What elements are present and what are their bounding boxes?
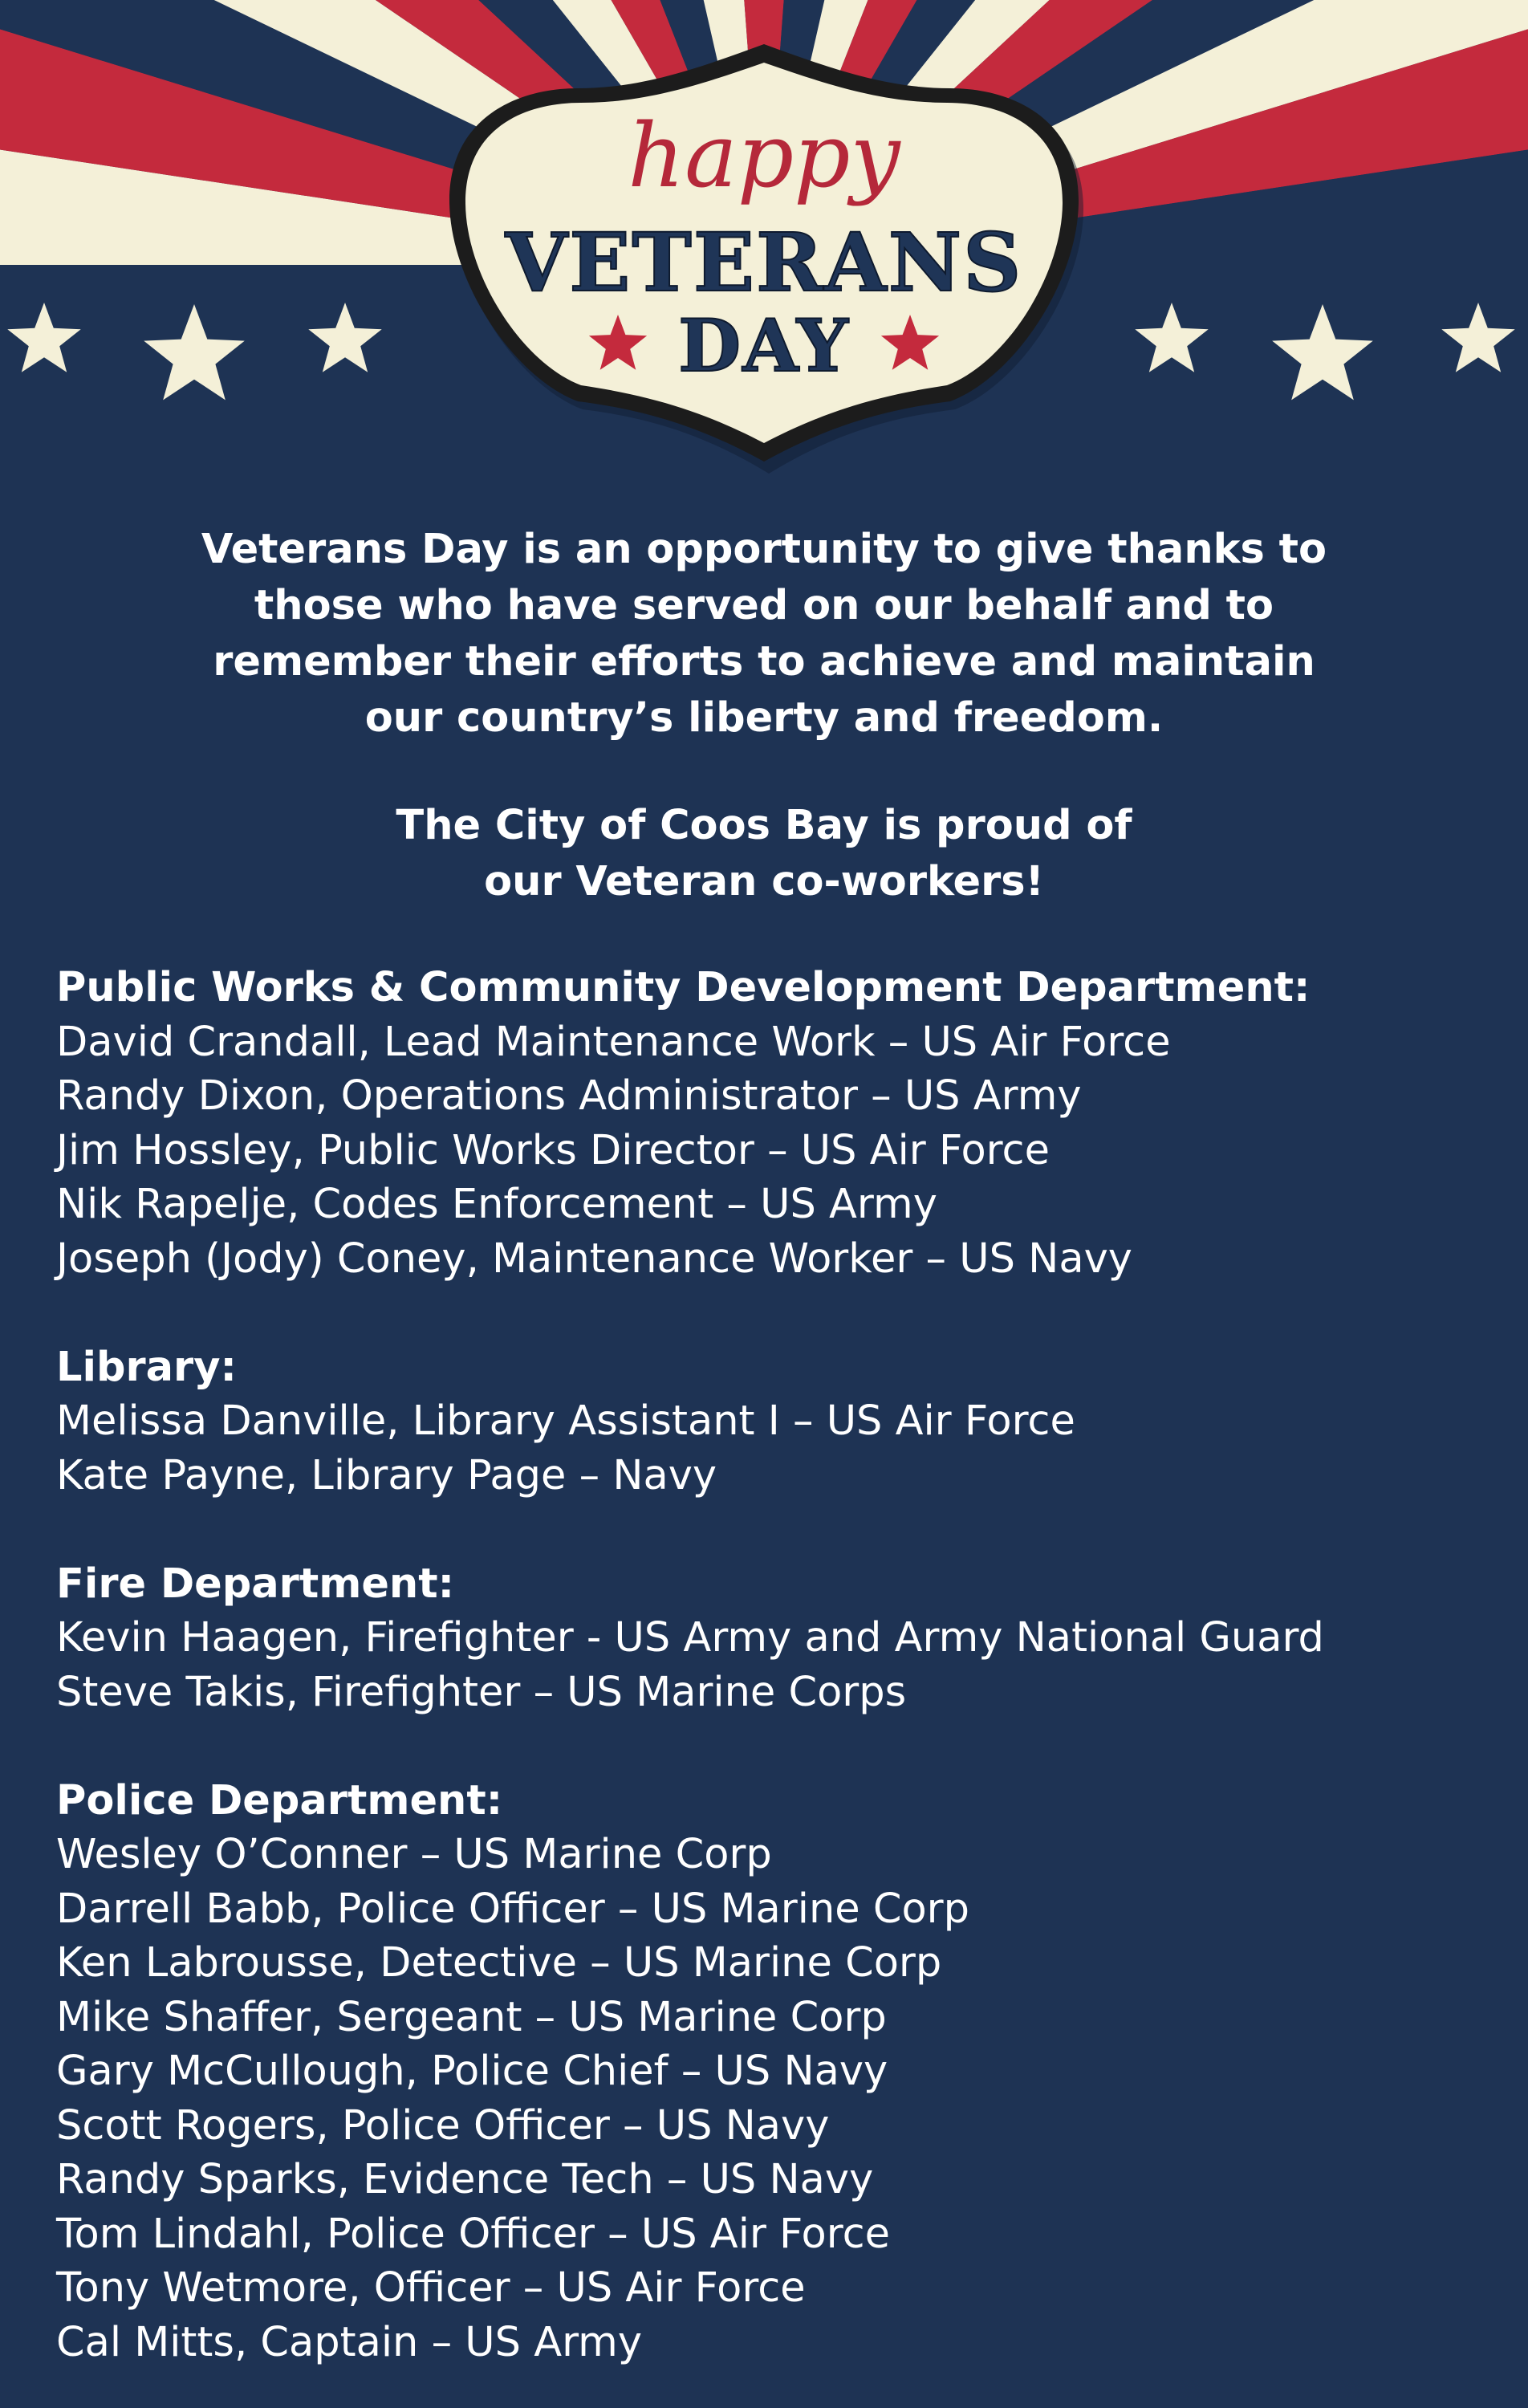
- intro-line: our country’s liberty and freedom.: [364, 694, 1164, 742]
- member-line: Melissa Danville, Library Assistant I – US Air Force: [56, 1397, 1075, 1445]
- member-line: Joseph (Jody) Coney, Maintenance Worker – US Navy: [56, 1235, 1132, 1283]
- member-line: Tony Wetmore, Officer – US Air Force: [56, 2264, 806, 2312]
- member-line: Mike Shaffer, Sergeant – US Marine Corp: [56, 1993, 887, 2041]
- department-heading: Fire Department:: [56, 1560, 455, 1608]
- proud-line: The City of Coos Bay is proud of: [396, 802, 1132, 849]
- department-public-works: [56, 961, 1501, 1286]
- veterans-title-text: VETERANS: [505, 215, 1023, 310]
- day-title-text: DAY: [678, 303, 850, 388]
- member-line: Steve Takis, Firefighter – US Marine Corps: [56, 1668, 907, 1716]
- member-line: David Crandall, Lead Maintenance Work – US Air Force: [56, 1018, 1171, 1066]
- member-line: Gary McCullough, Police Chief – US Navy: [56, 2048, 888, 2095]
- member-line: Scott Rogers, Police Officer – US Navy: [56, 2101, 830, 2150]
- proud-line: our Veteran co-workers!: [484, 858, 1044, 905]
- department-police: [56, 1774, 1501, 2370]
- member-line: Tom Lindahl, Police Officer – US Air Force: [56, 2210, 891, 2258]
- member-line: Kate Payne, Library Page – Navy: [56, 1451, 717, 1499]
- department-heading: Library:: [56, 1343, 237, 1391]
- happy-script-text: happy: [628, 104, 900, 207]
- member-line: Nik Rapelje, Codes Enforcement – US Army: [56, 1181, 937, 1228]
- department-heading: Public Works & Community Development Department:: [56, 964, 1311, 1011]
- intro-line: those who have served on our behalf and to: [254, 582, 1274, 629]
- department-fire: [56, 1557, 1501, 1720]
- member-line: Darrell Babb, Police Officer – US Marine Corp: [56, 1885, 970, 1933]
- member-line: Ken Labrousse, Detective – US Marine Corp: [56, 1939, 942, 1987]
- member-line: Wesley O’Conner – US Marine Corp: [56, 1831, 772, 1878]
- member-line: Randy Dixon, Operations Administrator – US Army: [56, 1072, 1082, 1120]
- department-heading: Police Department:: [56, 1776, 503, 1824]
- member-line: Randy Sparks, Evidence Tech – US Navy: [56, 2156, 874, 2203]
- paragraph-spacer: [0, 746, 1528, 798]
- member-line: Kevin Haagen, Firefighter - US Army and Army National Guard: [56, 1614, 1324, 1662]
- intro-line: remember their efforts to achieve and maintain: [213, 638, 1315, 685]
- member-line: Cal Mitts, Captain – US Army: [56, 2318, 643, 2366]
- intro-text: [0, 522, 1528, 910]
- header-banner: [0, 0, 1528, 482]
- member-line: Jim Hossley, Public Works Director – US Air Force: [56, 1126, 1050, 1174]
- banner-graphic: [0, 0, 1528, 482]
- department-library: [56, 1340, 1501, 1503]
- intro-line: Veterans Day is an opportunity to give thanks to: [201, 526, 1327, 573]
- veteran-roster: [56, 961, 1501, 2408]
